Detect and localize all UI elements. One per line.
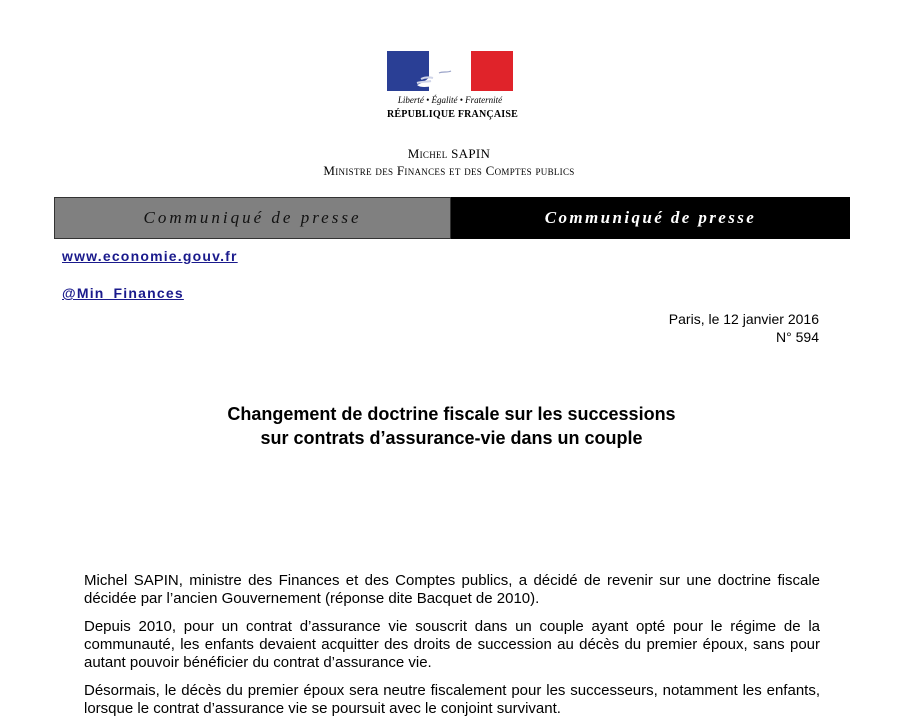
body-paragraph-3: Désormais, le décès du premier époux sera neutre fiscalement pour les successeurs, notamment les enfants, lorsque le contrat d’assurance vie se poursuit avec le conjoint survivant.	[84, 682, 820, 717]
banner-label-gray: Communiqué de presse	[54, 197, 451, 239]
release-date: Paris, le 12 janvier 2016	[668, 311, 819, 327]
title-line-1: Changement de doctrine fiscale sur les successions	[227, 404, 676, 424]
website-link[interactable]: www.economie.gouv.fr	[62, 248, 238, 264]
banner-label-black: Communiqué de presse	[451, 197, 850, 239]
minister-name: Michel SAPIN	[407, 146, 491, 161]
republic-name: RÉPUBLIQUE FRANÇAISE	[387, 109, 518, 120]
marianne-logo-icon	[387, 51, 513, 91]
body-paragraph-1: Michel SAPIN, ministre des Finances et des Comptes publics, a décidé de revenir sur une doctrine fiscale décidée par l’ancien Gouvernement (réponse dite Bacquet de 2010).	[84, 572, 820, 607]
press-release-banner	[54, 197, 850, 239]
press-release-title	[0, 402, 898, 450]
minister-title: Ministre des Finances et des Comptes publics	[323, 163, 575, 178]
republique-francaise-logo	[387, 51, 518, 120]
body-paragraph-2: Depuis 2010, pour un contrat d’assurance vie souscrit dans un couple ayant opté pour le régime de la communauté, les enfants devaient acquitter des droits de succession au décès du premier époux, sans pour autant pouvoir bénéficier du contrat d’assurance vie.	[84, 618, 820, 671]
twitter-link[interactable]: @Min_Finances	[62, 285, 184, 301]
republic-motto: Liberté • Égalité • Fraternité	[397, 95, 503, 105]
title-line-2: sur contrats d’assurance-vie dans un couple	[260, 428, 643, 448]
press-release-body	[84, 572, 820, 728]
release-number: N° 594	[776, 329, 819, 345]
